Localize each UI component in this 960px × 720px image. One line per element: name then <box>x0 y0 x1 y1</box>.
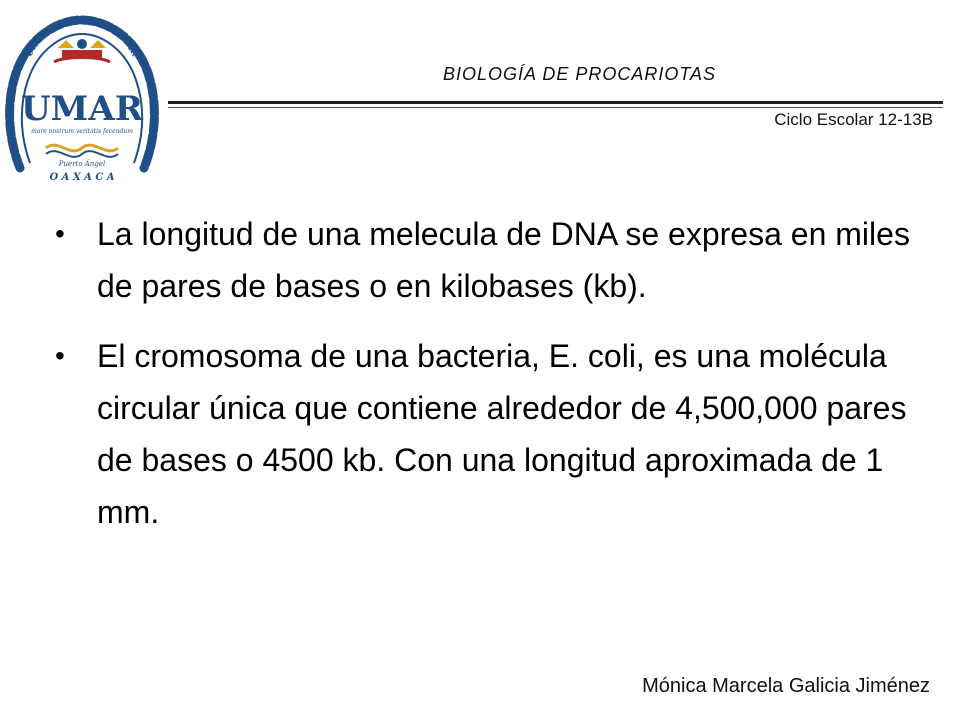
bullet-item <box>55 330 935 538</box>
logo-state: O A X A C A <box>49 172 115 183</box>
logo-monogram: UMAR <box>21 89 143 129</box>
logo-university-text: UNIVERSIDAD DEL MAR <box>24 16 140 59</box>
header-rule-thick <box>168 101 943 104</box>
header-rule-thin <box>168 107 943 108</box>
logo-motto: mare nostrum veritatis fecendum <box>31 128 133 135</box>
author-name: Mónica Marcela Galicia Jiménez <box>642 675 930 697</box>
bullet-text: La longitud de una melecula de DNA se expresa en miles de pares de bases o en kilobases (kb). <box>97 216 910 304</box>
university-logo <box>2 8 162 184</box>
course-title: BIOLOGÍA DE PROCARIOTAS <box>443 64 717 84</box>
school-cycle: Ciclo Escolar 12-13B <box>774 110 933 129</box>
bullet-list <box>55 208 935 556</box>
bullet-text: El cromosoma de una bacteria, E. coli, es una molécula circular única que contiene alrededor de 4,500,000 pares de bases o 4500 kb. Con una longitud aproximada de 1 mm. <box>97 338 907 530</box>
bullet-dot: • <box>55 340 65 371</box>
bullet-item <box>55 208 935 312</box>
logo-campus: Puerto Ángel <box>58 160 106 168</box>
bullet-dot: • <box>55 218 65 249</box>
